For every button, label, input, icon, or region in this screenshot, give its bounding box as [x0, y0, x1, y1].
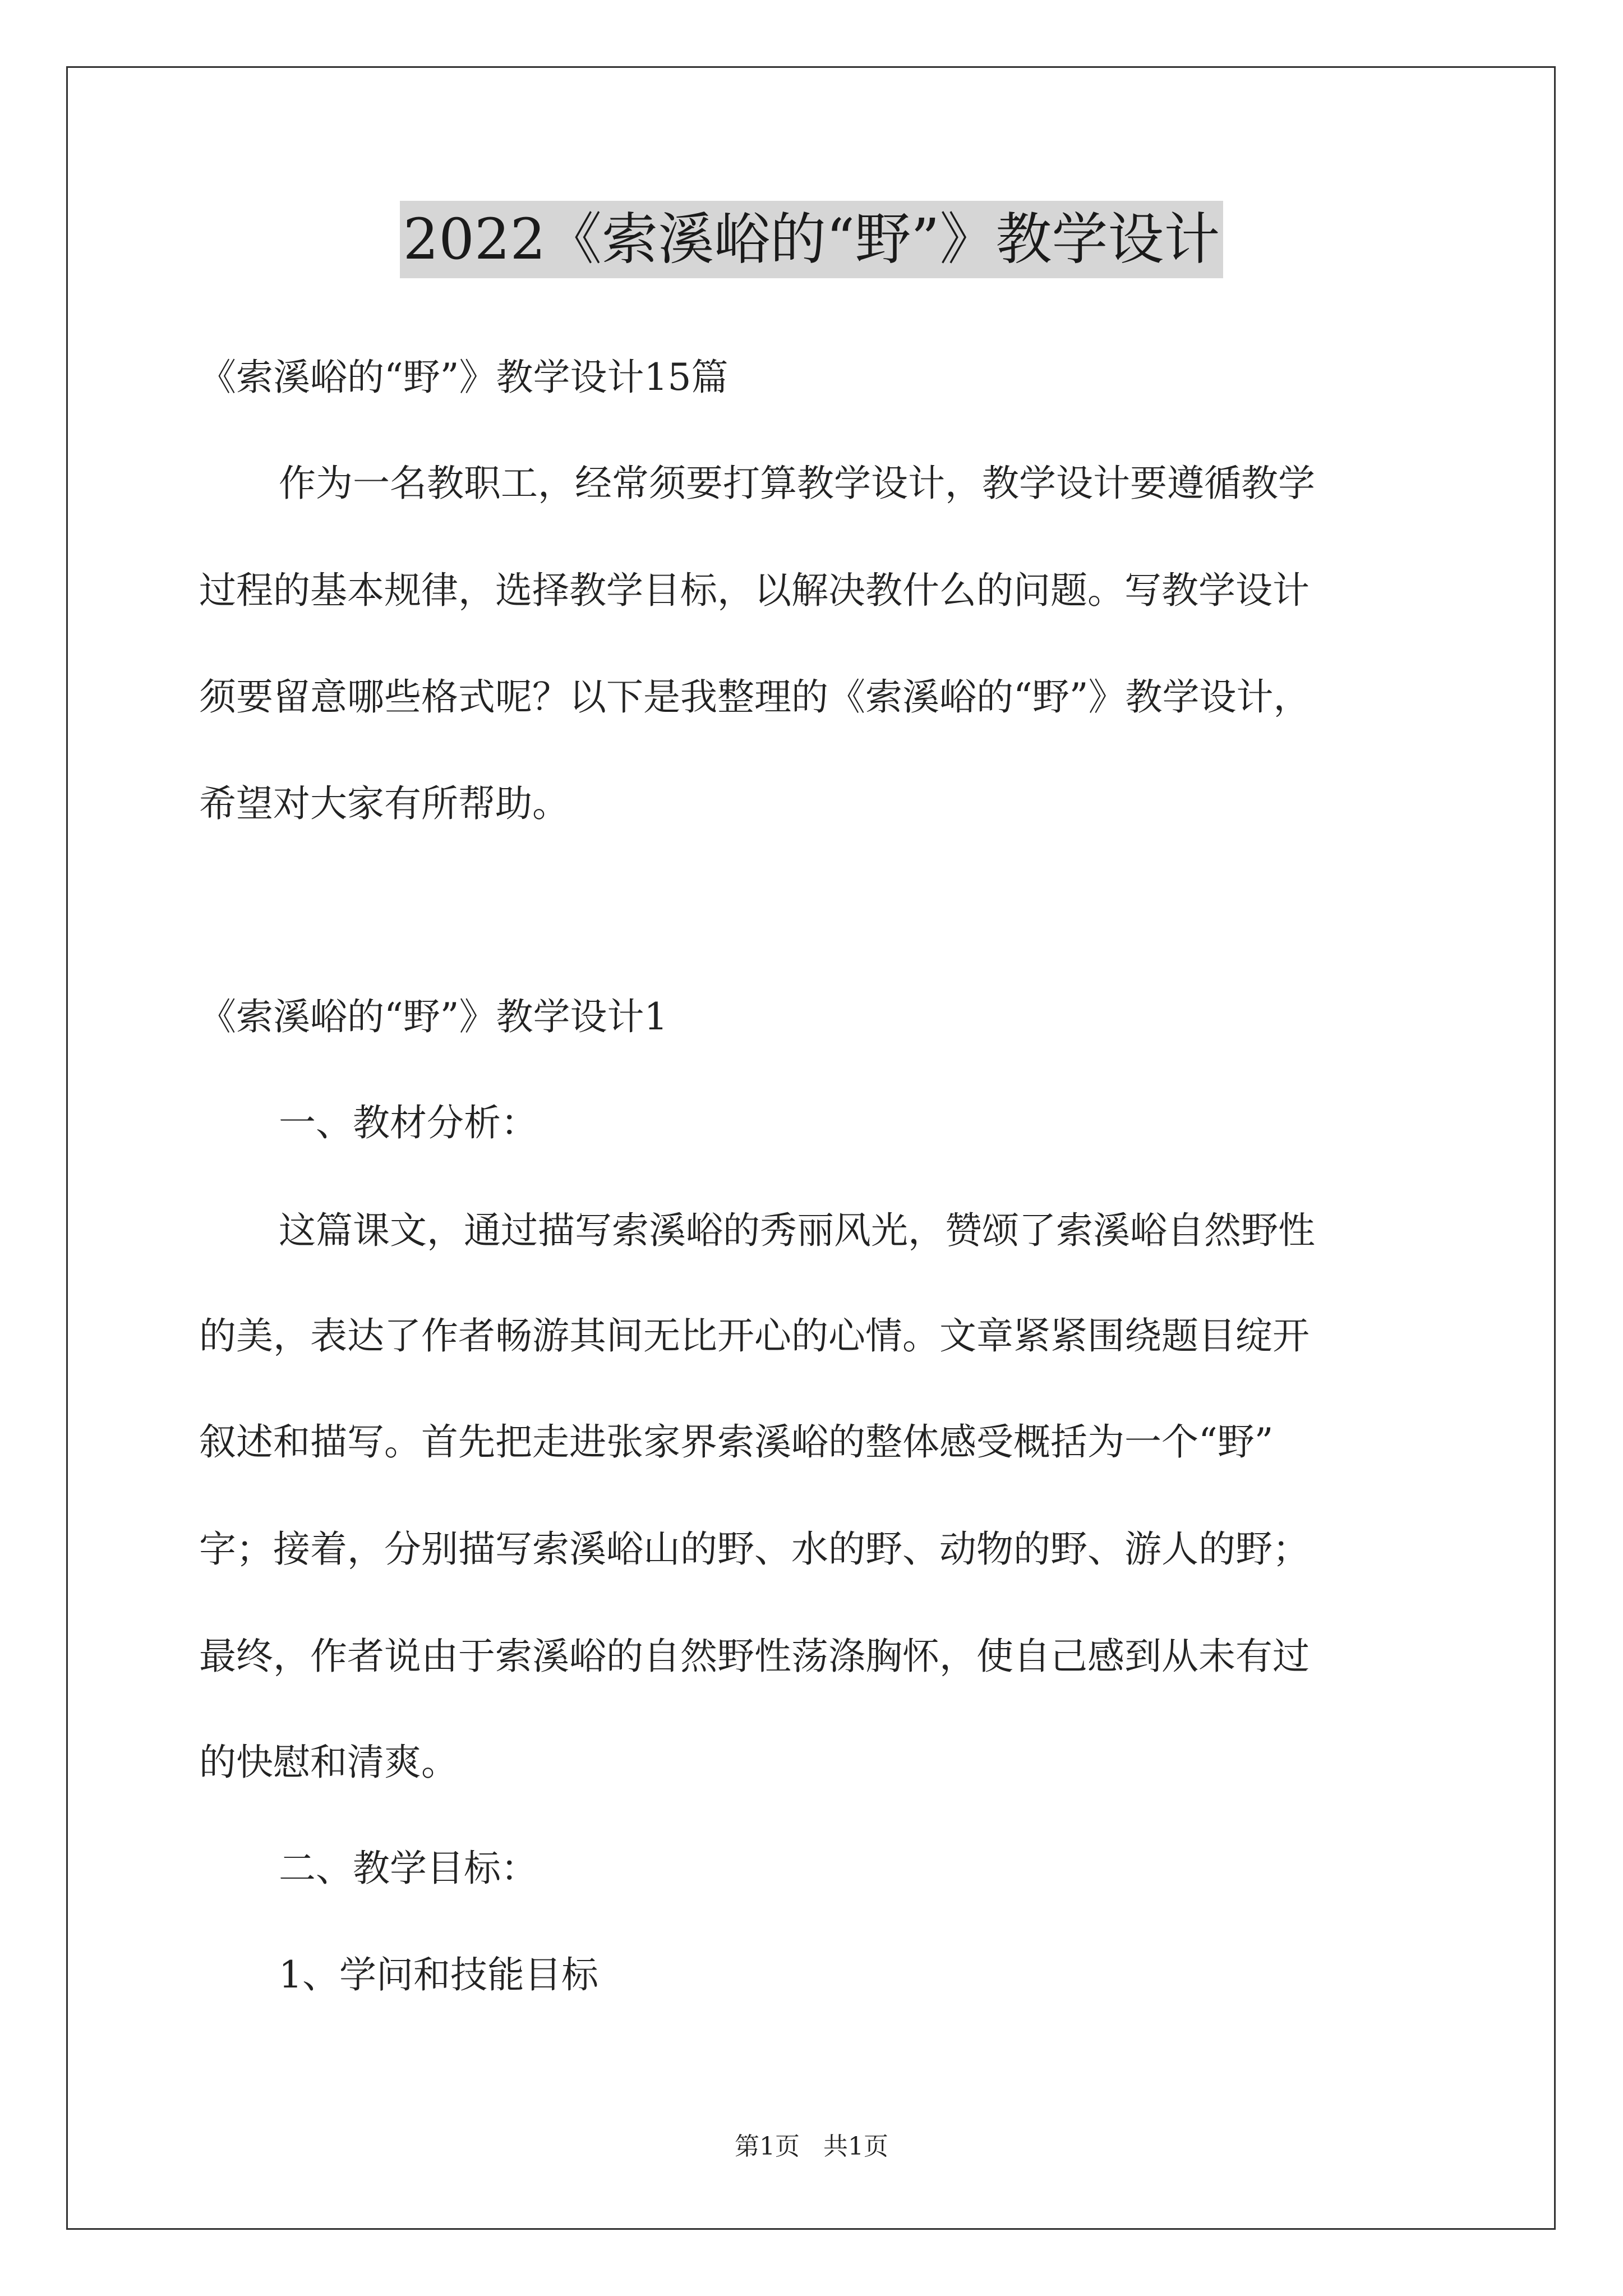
part1-line-1: 这篇课文，通过描写索溪峪的秀丽风光，赞颂了索溪峪自然野性 — [279, 1209, 1315, 1252]
intro-line-2: 过程的基本规律，选择教学目标，以解决教什么的问题。写教学设计 — [199, 569, 1310, 612]
part1-line-6: 的快慰和清爽。 — [199, 1741, 458, 1784]
title-block — [0, 201, 1623, 278]
document-title: 2022《索溪峪的“野”》教学设计 — [400, 201, 1224, 278]
intro-line-1: 作为一名教职工，经常须要打算教学设计，教学设计要遵循教学 — [279, 462, 1315, 505]
part1-line-4: 字；接着，分别描写索溪峪山的野、水的野、动物的野、游人的野； — [199, 1527, 1310, 1571]
part1-heading: 一、教材分析： — [279, 1101, 538, 1144]
goal-1: 1、学问和技能目标 — [279, 1953, 598, 1996]
intro-line-3: 须要留意哪些格式呢？以下是我整理的《索溪峪的“野”》教学设计， — [199, 675, 1311, 719]
part2-heading: 二、教学目标： — [279, 1847, 538, 1890]
part1-line-2: 的美，表达了作者畅游其间无比开心的心情。文章紧紧围绕题目绽开 — [199, 1314, 1310, 1358]
page-footer: 第1页 共1页 — [735, 2132, 888, 2161]
part1-line-3: 叙述和描写。首先把走进张家界索溪峪的整体感受概括为一个“野” — [199, 1420, 1274, 1464]
intro-line-4: 希望对大家有所帮助。 — [199, 782, 569, 825]
document-subtitle: 《索溪峪的“野”》教学设计15篇 — [199, 356, 728, 399]
section-heading: 《索溪峪的“野”》教学设计1 — [199, 995, 668, 1038]
part1-line-5: 最终，作者说由于索溪峪的自然野性荡涤胸怀，使自己感到从未有过 — [199, 1635, 1310, 1678]
